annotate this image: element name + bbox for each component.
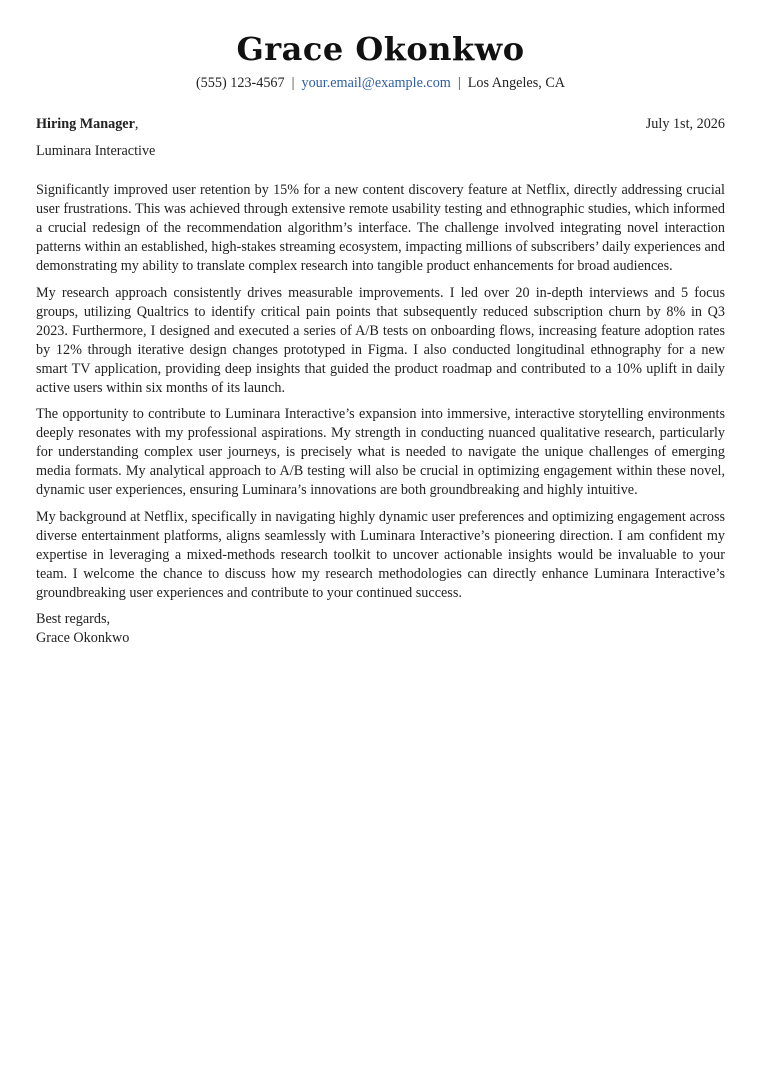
email-link[interactable]: your.email@example.com [301,75,451,91]
paragraph: Significantly improved user retention by 15% for a new content discovery feature at Netflix, directly addressing crucial user frustrations. This was achieved through extensive remote usability testing and ethnographic studies, which informed a crucial redesign of the recommendation algorithm’s interface. The challenge involved integrating novel interaction patterns within an established, high-stakes streaming ecosystem, impacting millions of subscribers’ daily experiences and demonstrating my ability to translate complex research into tangible product enhancements for broad audiences. [36,182,725,274]
phone-number: (555) 123-4567 [195,75,285,91]
closing-salutation: Best regards, [36,611,111,627]
separator: | [291,75,295,91]
location: Los Angeles, CA [467,75,566,91]
paragraph: The opportunity to contribute to Luminara Interactive’s expansion into immersive, interactive storytelling environments deeply resonates with my professional aspirations. My strength in conducting nuanced qualitative research, particularly for understanding complex user journeys, is precisely what is needed to navigate the unique challenges of emerging media formats. My analytical approach to A/B testing will also be crucial in optimizing engagement within these novel, dynamic user experiences, ensuring Luminara’s innovations are both groundbreaking and highly intuitive. [36,406,725,498]
letter-body [36,181,725,648]
separator: | [457,75,461,91]
recipient-name: Hiring Manager [36,116,135,132]
recipient [36,115,138,133]
applicant-name: Grace Okonkwo [236,30,525,68]
signature: Grace Okonkwo [36,630,130,646]
paragraph: My research approach consistently drives measurable improvements. I led over 20 in-depth interviews and 5 focus groups, utilizing Qualtrics to identify critical pain points that subsequently reduced subscription churn by 8% in Q3 2023. Furthermore, I designed and executed a series of A/B tests on onboarding flows, increasing feature adoption rates by 12% through iterative design changes prototyped in Figma. I also conducted longitudinal ethnography for a new smart TV application, providing deep insights that guided the product roadmap and contributed to a 10% uplift in daily active users within six months of its launch. [36,284,725,396]
contact-line [36,74,725,92]
letter-date: July 1st, 2026 [645,116,725,132]
recipient-suffix: , [134,116,139,132]
paragraph: My background at Netflix, specifically in navigating highly dynamic user preferences and optimizing engagement across diverse entertainment platforms, aligns seamlessly with Luminara Interactive’s pioneering direction. I am confident my expertise in leveraging a mixed-methods research toolkit to uncover actionable insights would be invaluable to your team. I welcome the chance to discuss how my research methodologies can directly enhance Luminara Interactive’s groundbreaking user experiences and contribute to your continued success. [36,508,725,601]
company-name: Luminara Interactive [36,143,156,159]
closing-block [36,610,725,648]
